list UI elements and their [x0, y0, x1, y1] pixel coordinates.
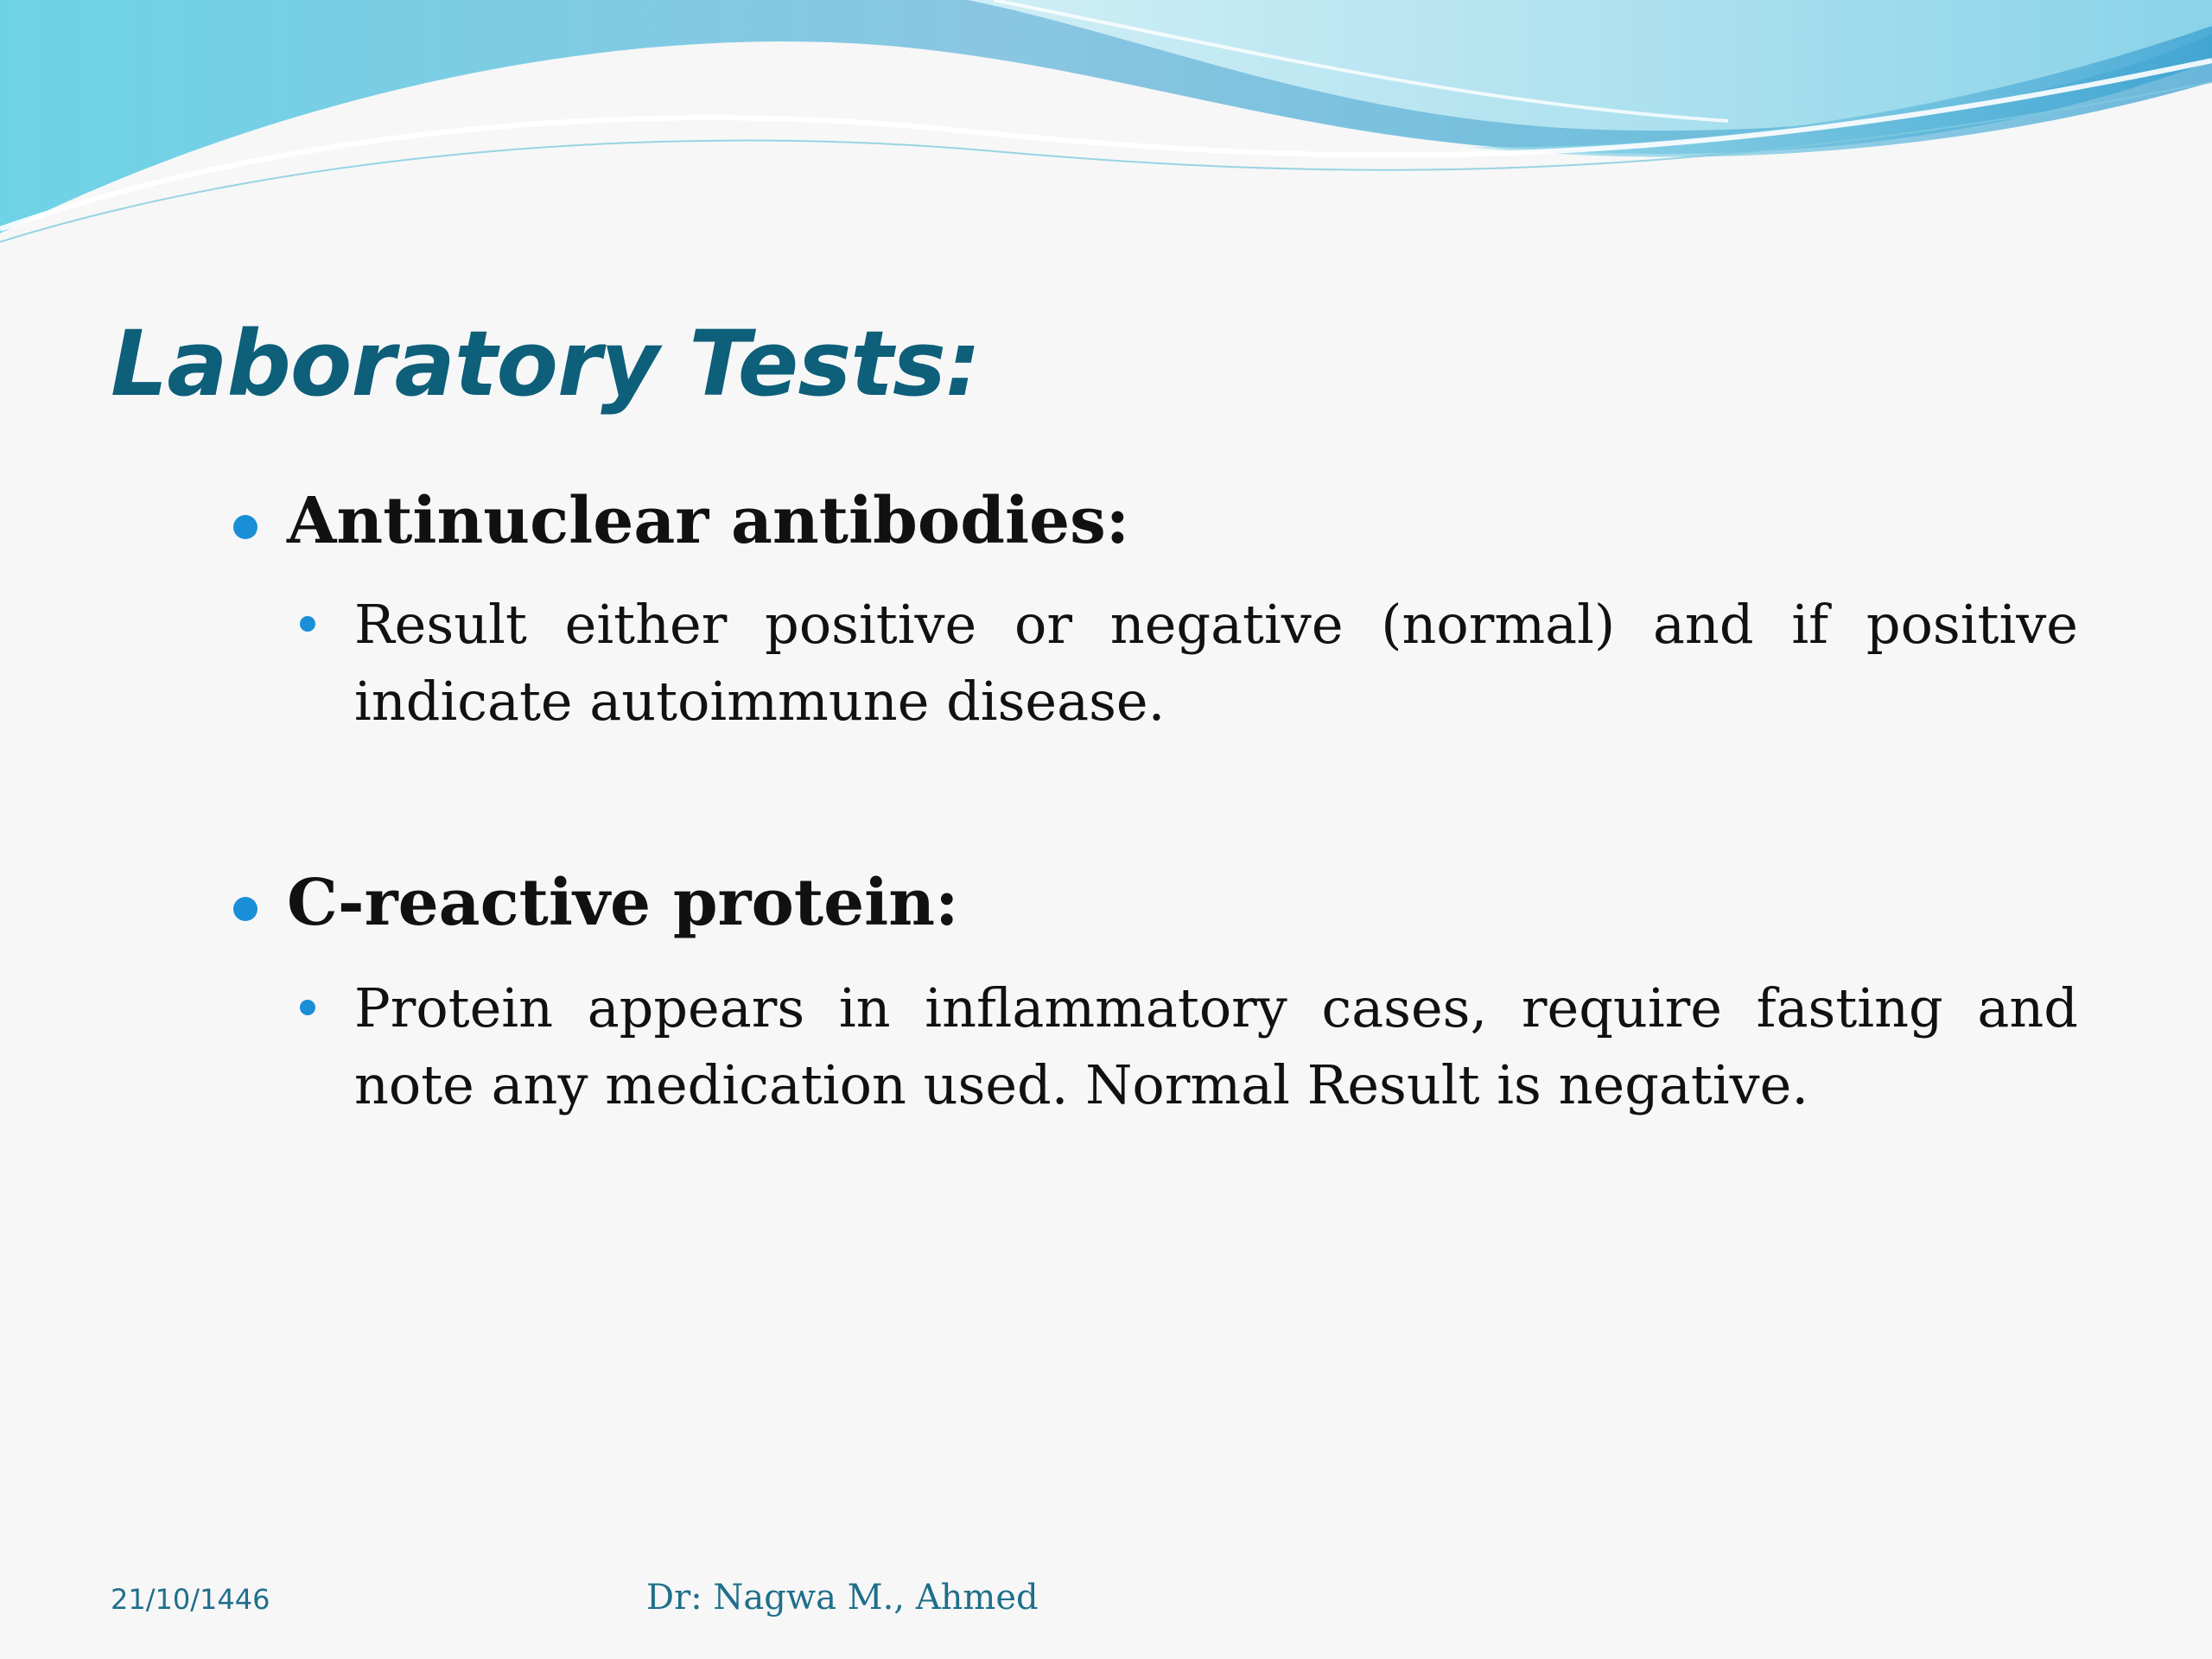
sub-bullet-dot-icon [300, 1000, 315, 1015]
slide-title: Laboratory Tests: [111, 311, 981, 416]
section-heading-c-reactive-protein: C-reactive protein: [287, 866, 959, 940]
footer-date: 21/10/1446 [111, 1583, 270, 1616]
section-body-antinuclear-antibodies: Result either positive or negative (normal) and if positive indicate autoimmune disease. [354, 593, 2078, 733]
bullet-dot-icon [233, 515, 257, 539]
section-heading-antinuclear-antibodies: Antinuclear antibodies: [287, 484, 1130, 558]
footer-author: Dr: Nagwa M., Ahmed [646, 1578, 1039, 1618]
sub-bullet-dot-icon [300, 616, 315, 632]
bullet-dot-icon [233, 897, 257, 921]
section-body-c-reactive-protein: Protein appears in inflammatory cases, require fasting and note any medication used. Normal Result is negative. [354, 976, 2078, 1116]
